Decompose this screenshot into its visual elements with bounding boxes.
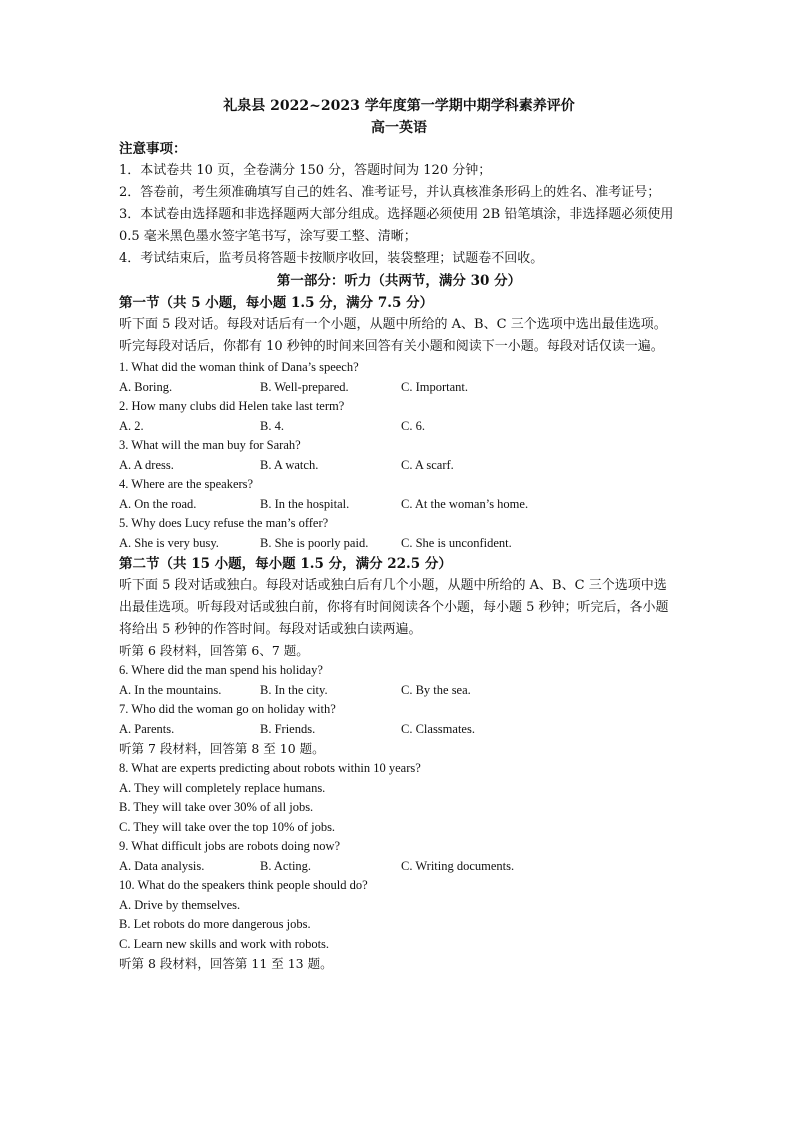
question-text: 7. Who did the woman go on holiday with? (119, 702, 336, 716)
section1-heading: 第一节（共 5 小题，每小题 1.5 分，满分 7.5 分） (119, 295, 434, 311)
notes-heading: 注意事项： (119, 141, 187, 157)
option-b: B. In the hospital. (260, 496, 350, 511)
section1-instructions: 听下面 5 段对话。每段对话后有一个小题，从题中所给的 A、B、C 三个选项中选出最佳选项。听完每段对话后，你都有 10 秒钟的时间来回答有关小题和阅读下一小题。每段对话仅读一遍。 (119, 317, 667, 354)
option-a: A. They will completely replace humans. (119, 780, 326, 795)
question-3 (119, 436, 679, 475)
options-row (119, 495, 679, 515)
question-1 (119, 358, 679, 397)
question-text: 10. What do the speakers think people should do? (119, 878, 368, 892)
options-row (119, 681, 679, 701)
material-6-label: 听第 6 段材料，回答第 6、7 题。 (119, 643, 309, 658)
options-row (119, 378, 679, 398)
options-row (119, 417, 679, 437)
option-a: A. Boring. (119, 379, 173, 394)
question-9 (119, 837, 679, 876)
question-text: 8. What are experts predicting about robots within 10 years? (119, 761, 421, 775)
options-row (119, 857, 679, 877)
question-2 (119, 397, 679, 436)
option-b: B. They will take over 30% of all jobs. (119, 800, 314, 814)
option-c: C. They will take over the top 10% of jobs. (119, 819, 336, 834)
note-item: 3．本试卷由选择题和非选择题两大部分组成。选择题必须使用 2B 铅笔填涂，非选择题必须使用 0.5 毫米黑色墨水签字笔书写，涂写要工整、清晰； (119, 207, 674, 244)
options-row (119, 720, 679, 740)
option-c: C. A scarf. (401, 457, 454, 472)
note-item: 2．答卷前，考生须准确填写自己的姓名、准考证号，并认真核准条形码上的姓名、准考证号； (119, 185, 661, 200)
material-8-label: 听第 8 段材料，回答第 11 至 13 题。 (119, 956, 333, 971)
option-c: C. Important. (401, 379, 469, 394)
material-7-label: 听第 7 段材料，回答第 8 至 10 题。 (119, 741, 325, 756)
option-c: C. By the sea. (401, 682, 471, 697)
option-a: A. 2. (119, 418, 144, 433)
question-text: 4. Where are the speakers? (119, 477, 254, 491)
option-a: A. Parents. (119, 721, 175, 736)
note-item: 1．本试卷共 10 页，全卷满分 150 分，答题时间为 120 分钟； (119, 163, 492, 178)
option-b: B. In the city. (260, 682, 328, 697)
question-text: 6. Where did the man spend his holiday? (119, 663, 323, 677)
option-c: C. Classmates. (401, 721, 475, 736)
option-c: C. She is unconfident. (401, 535, 512, 550)
option-b: B. She is poorly paid. (260, 535, 369, 550)
option-c: C. Learn new skills and work with robots. (119, 936, 330, 951)
exam-page (119, 92, 679, 974)
question-7 (119, 700, 679, 739)
note-item: 4．考试结束后，监考员将答题卡按顺序收回，装袋整理；试题卷不回收。 (119, 251, 544, 266)
question-5 (119, 514, 679, 553)
option-c: C. Writing documents. (401, 858, 515, 873)
option-a: A. Drive by themselves. (119, 897, 241, 912)
option-a: A. In the mountains. (119, 682, 222, 697)
option-a: A. A dress. (119, 457, 174, 472)
option-a: A. She is very busy. (119, 535, 219, 550)
question-text: 2. How many clubs did Helen take last term? (119, 399, 345, 413)
question-text: 5. Why does Lucy refuse the man’s offer? (119, 516, 329, 530)
option-b: B. Let robots do more dangerous jobs. (119, 917, 311, 931)
options-row (119, 534, 679, 554)
question-10 (119, 876, 679, 954)
question-6 (119, 661, 679, 700)
option-c: C. 6. (401, 418, 425, 433)
option-a: A. On the road. (119, 496, 197, 511)
option-b: B. Acting. (260, 858, 312, 873)
exam-subtitle: 高一英语 (371, 120, 427, 136)
question-8 (119, 759, 679, 837)
option-a: A. Data analysis. (119, 858, 205, 873)
part1-heading: 第一部分：听力（共两节，满分 30 分） (276, 273, 522, 289)
exam-title: 礼泉县 2022~2023 学年度第一学期中期学科素养评价 (223, 98, 575, 114)
section2-instructions: 听下面 5 段对话或独白。每段对话或独白后有几个小题，从题中所给的 A、B、C 三个选项中选出最佳选项。听每段对话或独白前，你将有时间阅读各个小题，每小题 5 秒钟；听完后，各小题将给出 5 秒钟的作答时间。每段对话或独白读两遍。 (119, 578, 669, 637)
question-text: 9. What difficult jobs are robots doing now? (119, 839, 341, 853)
question-text: 1. What did the woman think of Dana’s speech? (119, 360, 359, 374)
question-4 (119, 475, 679, 514)
option-b: B. A watch. (260, 457, 319, 472)
option-b: B. 4. (260, 418, 284, 433)
option-c: C. At the woman’s home. (401, 496, 529, 511)
question-text: 3. What will the man buy for Sarah? (119, 438, 301, 452)
section2-heading: 第二节（共 15 小题，每小题 1.5 分，满分 22.5 分） (119, 556, 452, 572)
option-b: B. Friends. (260, 721, 316, 736)
options-row (119, 456, 679, 476)
option-b: B. Well-prepared. (260, 379, 349, 394)
